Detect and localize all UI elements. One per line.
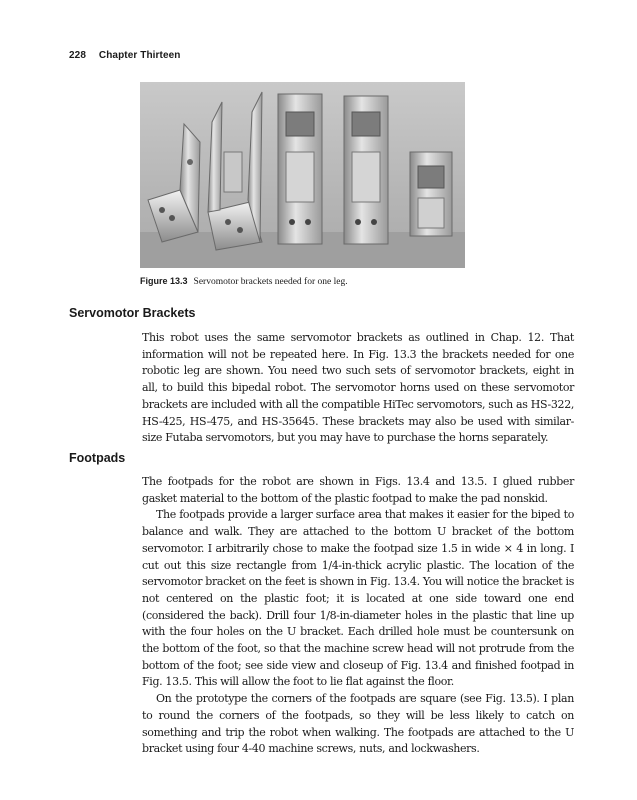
- section-heading-servomotor-brackets: Servomotor Brackets: [69, 306, 196, 320]
- chapter-title: Chapter Thirteen: [98, 50, 181, 61]
- page-number: 228: [69, 50, 86, 61]
- figure-caption-text: Servomotor brackets needed for one leg.: [193, 277, 348, 287]
- paragraph: The footpads provide a larger surface area that makes it easier for the biped to balance and walk. They are attached to the bottom U bracket of the bottom servomotor. I arbitrarily chose to make the footpad size 1.5 in wide × 4 in long. I cut out this size rectangle from 1/4-in-thick acrylic plastic. The location of the servomotor bracket on the feet is shown in Fig. 13.4. You will notice the bracket is not centered on the plastic foot; it is located at one side toward one end (considered the back). Drill four 1/8-in-diameter holes in the plastic that line up with the four holes on the U bracket. Each drilled hole must be countersunk on the bottom of the foot, so that the machine screw head will not protrude from the bottom of the foot; see side view and closeup of Fig. 13.4 and finished footpad in Fig. 13.5. This will allow the foot to lie flat against the floor.: [142, 508, 574, 689]
- figure-label: Figure 13.3: [140, 276, 188, 286]
- paragraph: This robot uses the same servomotor brackets as outlined in Chap. 12. That information will not be repeated here. In Fig. 13.3 the brackets needed for one robotic leg are shown. You need two such sets of servomotor brackets, eight in all, to build this bipedal robot. The servomotor horns used on these servomotor brackets are included with all the compatible HiTec servomotors, such as HS-322, HS-425, HS-475, and HS-35645. These brackets may also be used with similar-size Futaba servomotors, but you may have to purchase the horns separately.: [142, 331, 574, 445]
- figure-photo: [140, 82, 465, 268]
- paragraph: The footpads for the robot are shown in Figs. 13.4 and 13.5. I glued rubber gasket material to the bottom of the plastic footpad to make the pad nonskid.: [142, 475, 574, 505]
- servomotor-brackets-photo: [140, 82, 465, 268]
- running-head: [69, 50, 181, 61]
- paragraph: On the prototype the corners of the footpads are square (see Fig. 13.5). I plan to round the corners of the footpads, so they will be less likely to catch on something and trip the robot when walking. The footpads are attached to the U bracket using four 4-40 machine screws, nuts, and lockwashers.: [142, 692, 574, 756]
- section-body-servomotor-brackets: [142, 330, 574, 447]
- figure-caption: [140, 276, 348, 287]
- section-body-footpads: [142, 474, 574, 758]
- section-heading-footpads: Footpads: [69, 451, 126, 465]
